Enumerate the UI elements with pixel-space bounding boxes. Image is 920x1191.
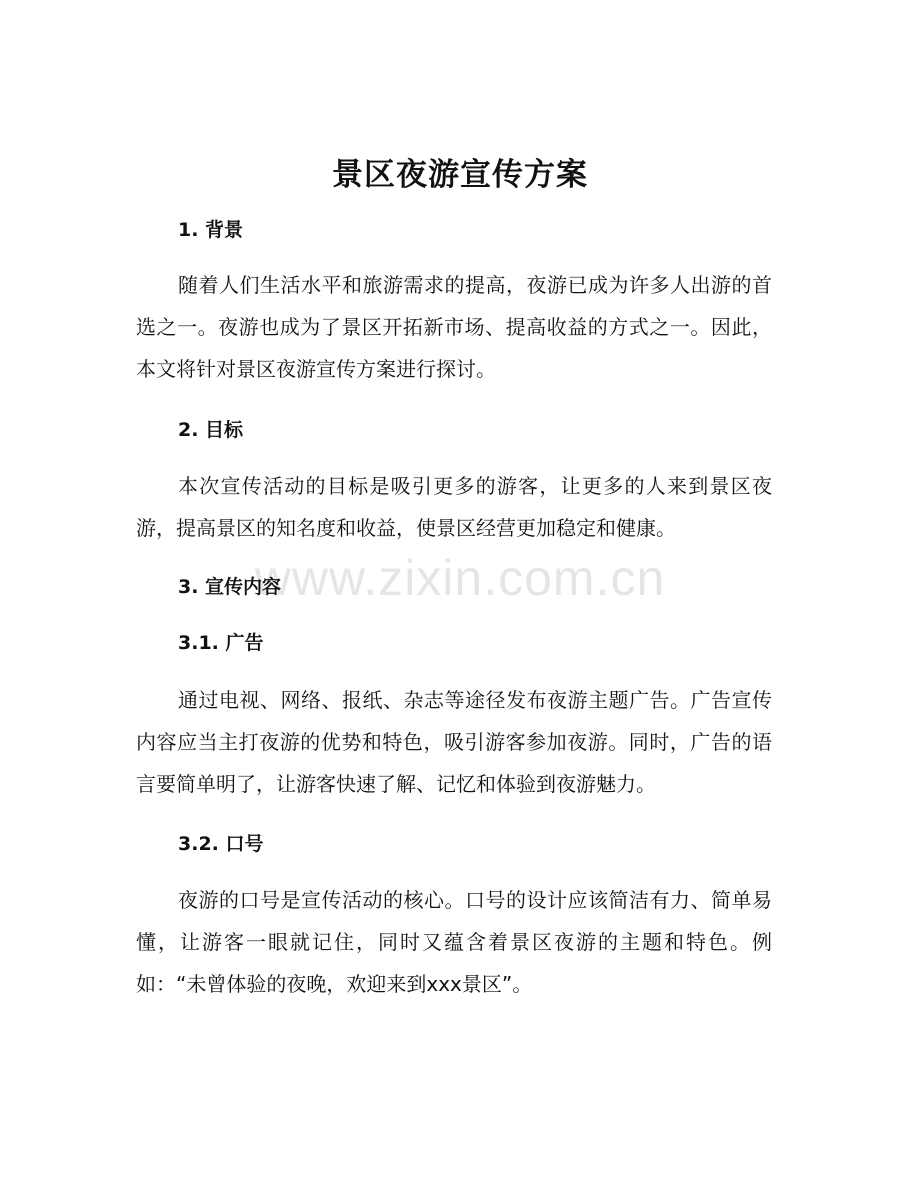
section-heading-advertising: 3.1. 广告 <box>178 632 264 654</box>
section-heading-promotion-content: 3. 宣传内容 <box>178 576 282 598</box>
section-paragraph-slogan: 夜游的口号是宣传活动的核心。口号的设计应该简洁有力、简单易懂，让游客一眼就记住，同时又蕴含着景区夜游的主题和特色。例如：“未曾体验的夜晚，欢迎来到xxx景区”。 <box>136 888 772 996</box>
document-title: 景区夜游宣传方案 <box>332 157 588 193</box>
section-paragraph-advertising: 通过电视、网络、报纸、杂志等途径发布夜游主题广告。广告宣传内容应当主打夜游的优势和特色，吸引游客参加夜游。同时，广告的语言要简单明了，让游客快速了解、记忆和体验到夜游魅力。 <box>136 688 772 796</box>
section-paragraph-goal: 本次宣传活动的目标是吸引更多的游客，让更多的人来到景区夜游，提高景区的知名度和收益，使景区经营更加稳定和健康。 <box>136 474 772 540</box>
section-heading-background: 1. 背景 <box>178 219 244 241</box>
section-heading-slogan: 3.2. 口号 <box>178 833 264 855</box>
section-heading-goal: 2. 目标 <box>178 419 244 441</box>
section-paragraph-background: 随着人们生活水平和旅游需求的提高，夜游已成为许多人出游的首选之一。夜游也成为了景区开拓新市场、提高收益的方式之一。因此，本文将针对景区夜游宣传方案进行探讨。 <box>136 273 772 381</box>
watermark: www.zixin.com.cn <box>254 550 666 606</box>
